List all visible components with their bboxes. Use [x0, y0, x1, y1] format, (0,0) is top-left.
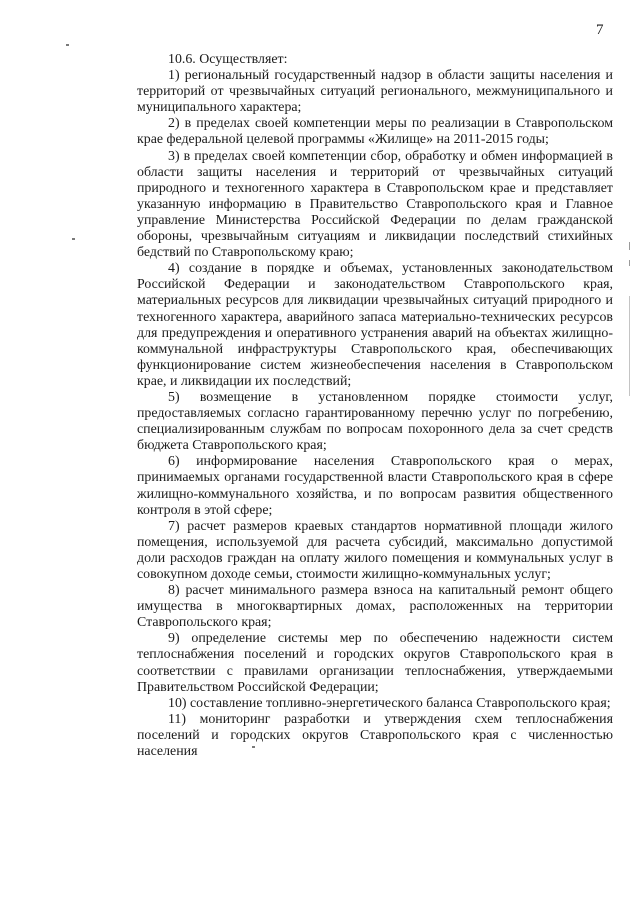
list-item-11: 11) мониторинг разработки и утверждения схем теплоснабжения поселений и городских округов Ставропольского края с численностью населения: [137, 711, 613, 760]
list-item-3: 3) в пределах своей компетенции сбор, обработку и обмен информацией в области защиты населения и территорий от чрезвычайных ситуаций природного и техногенного характера в Ставропольском крае и представляет указанную информацию в Правительство Ставропольского края и Главное управление Министерства Российской Федерации по делам гражданской обороны, чрезвычайным ситуациям и ликвидации последствий стихийных бедствий по Ставропольскому краю;: [137, 148, 613, 261]
list-item-2: 2) в пределах своей компетенции меры по реализации в Ставропольском крае федеральной целевой программы «Жилище» на 2011-2015 годы;: [137, 116, 613, 148]
scan-edge-mark: [629, 296, 630, 396]
document-body: [137, 52, 613, 760]
list-item-1: 1) региональный государственный надзор в области защиты населения и территорий от чрезвычайных ситуаций регионального, межмуниципального и муниципального характера;: [137, 68, 613, 116]
scan-speck: [66, 44, 69, 46]
scan-edge-mark: [629, 260, 630, 266]
list-item-4: 4) создание в порядке и объемах, установленных законодательством Российской Федерации и законодательством Ставропольского края, материальных ресурсов для ликвидации чрезвычайных ситуаций природного и техногенного характера, аварийного запаса материально-технических ресурсов для предупреждения и оперативного устранения аварий на объектах жилищно-коммунальной инфраструктуры Ставропольского края, обеспечивающих функционирование систем жизнеобеспечения населения в Ставропольском крае, и ликвидации их последствий;: [137, 261, 613, 389]
scan-edge-mark: [629, 242, 630, 250]
page-number: 7: [596, 22, 604, 38]
list-item-9: 9) определение системы мер по обеспечению надежности систем теплоснабжения поселений и городских округов Ставропольского края в соответствии с правилами организации теплоснабжения, утверждаемыми Правительством Российской Федерации;: [137, 631, 613, 695]
list-item-5: 5) возмещение в установленном порядке стоимости услуг, предоставляемых согласно гарантированному перечню услуг по погребению, специализированным службам по вопросам похоронного дела за счет средств бюджета Ставропольского края;: [137, 389, 613, 454]
scan-speck: [252, 746, 255, 748]
list-item-10: 10) составление топливно-энергетического баланса Ставропольского края;: [168, 695, 611, 711]
list-item-6: 6) информирование населения Ставропольского края о мерах, принимаемых органами государственной власти Ставропольского края в сфере жилищно-коммунального хозяйства, и по вопросам развития общественного контроля в этой сфере;: [137, 454, 613, 518]
list-item-8: 8) расчет минимального размера взноса на капитальный ремонт общего имущества в многоквартирных домах, расположенных на территории Ставропольского края;: [137, 583, 613, 631]
section-heading: 10.6. Осуществляет:: [168, 52, 288, 67]
scan-speck: [72, 238, 75, 240]
list-item-7: 7) расчет размеров краевых стандартов нормативной площади жилого помещения, используемой для расчета субсидий, максимально допустимой доли расходов граждан на оплату жилого помещения и коммунальных услуг в совокупном доходе семьи, стоимости жилищно-коммунальных услуг;: [137, 518, 613, 582]
